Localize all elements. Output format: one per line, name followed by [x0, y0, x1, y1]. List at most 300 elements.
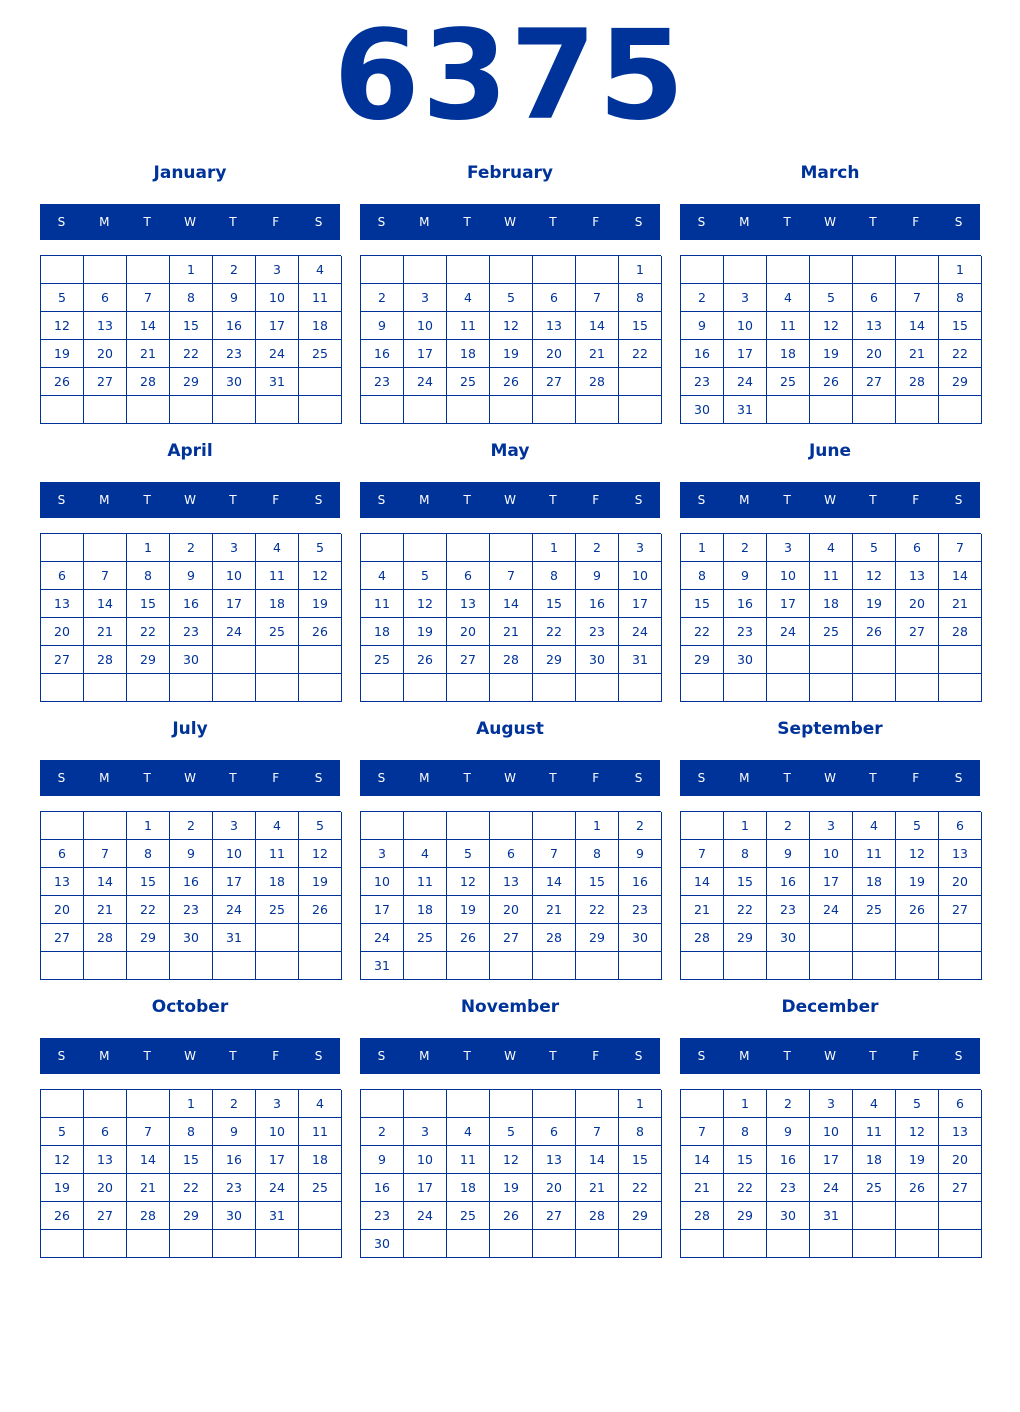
weekday-label: M — [419, 215, 430, 229]
day-cell: 24 — [767, 618, 810, 646]
weekday-label: T — [869, 1049, 877, 1063]
empty-cell — [767, 1230, 810, 1258]
day-cell: 6 — [84, 1118, 127, 1146]
empty-cell — [404, 674, 447, 702]
empty-cell — [256, 396, 299, 424]
day-cell: 12 — [447, 868, 490, 896]
day-cell: 14 — [84, 868, 127, 896]
weekday-label: F — [272, 1049, 280, 1063]
weekday-label: F — [592, 771, 600, 785]
day-cell: 14 — [533, 868, 576, 896]
empty-cell — [299, 924, 342, 952]
day-cell: 28 — [681, 924, 724, 952]
weekday-header — [680, 204, 980, 240]
day-cell: 23 — [619, 896, 662, 924]
weekday-label: M — [739, 493, 750, 507]
day-cell: 3 — [256, 1090, 299, 1118]
empty-cell — [404, 256, 447, 284]
day-cell: 1 — [724, 1090, 767, 1118]
day-cell: 14 — [939, 562, 982, 590]
weekday-label: T — [143, 1049, 151, 1063]
weekday-label: T — [143, 215, 151, 229]
empty-cell — [127, 256, 170, 284]
day-cell: 23 — [213, 1174, 256, 1202]
weekday-label: M — [99, 493, 110, 507]
day-cell: 7 — [84, 562, 127, 590]
day-cell: 18 — [767, 340, 810, 368]
day-cell: 27 — [490, 924, 533, 952]
empty-cell — [533, 812, 576, 840]
empty-cell — [447, 1230, 490, 1258]
day-grid — [40, 811, 341, 980]
empty-cell — [619, 952, 662, 980]
day-cell: 27 — [533, 1202, 576, 1230]
day-cell: 23 — [170, 618, 213, 646]
empty-cell — [681, 952, 724, 980]
weekday-label: T — [549, 493, 557, 507]
day-cell: 8 — [533, 562, 576, 590]
day-cell: 4 — [256, 812, 299, 840]
day-cell: 26 — [299, 618, 342, 646]
day-cell: 24 — [619, 618, 662, 646]
day-cell: 26 — [404, 646, 447, 674]
day-grid — [40, 533, 341, 702]
day-cell: 19 — [896, 1146, 939, 1174]
empty-cell — [41, 812, 84, 840]
weekday-label: W — [184, 493, 196, 507]
weekday-label: S — [314, 215, 323, 229]
day-cell: 12 — [896, 840, 939, 868]
day-cell: 12 — [853, 562, 896, 590]
day-cell: 18 — [853, 1146, 896, 1174]
day-cell: 2 — [213, 1090, 256, 1118]
empty-cell — [681, 1230, 724, 1258]
day-cell: 4 — [853, 812, 896, 840]
day-cell: 8 — [619, 284, 662, 312]
empty-cell — [853, 256, 896, 284]
day-cell: 11 — [810, 562, 853, 590]
day-cell: 25 — [361, 646, 404, 674]
day-cell: 14 — [681, 868, 724, 896]
weekday-label: S — [697, 215, 706, 229]
day-cell: 7 — [681, 1118, 724, 1146]
empty-cell — [84, 674, 127, 702]
day-cell: 11 — [256, 840, 299, 868]
day-cell: 27 — [84, 1202, 127, 1230]
empty-cell — [127, 1230, 170, 1258]
day-cell: 27 — [853, 368, 896, 396]
day-cell: 30 — [170, 646, 213, 674]
day-cell: 10 — [256, 1118, 299, 1146]
day-cell: 17 — [619, 590, 662, 618]
day-cell: 30 — [681, 396, 724, 424]
weekday-label: T — [229, 771, 237, 785]
empty-cell — [127, 1090, 170, 1118]
day-cell: 16 — [681, 340, 724, 368]
empty-cell — [896, 924, 939, 952]
day-cell: 5 — [41, 1118, 84, 1146]
weekday-label: W — [504, 493, 516, 507]
empty-cell — [853, 952, 896, 980]
day-cell: 10 — [810, 840, 853, 868]
empty-cell — [896, 1230, 939, 1258]
day-cell: 14 — [896, 312, 939, 340]
day-cell: 8 — [939, 284, 982, 312]
empty-cell — [84, 396, 127, 424]
day-cell: 29 — [170, 1202, 213, 1230]
empty-cell — [576, 952, 619, 980]
weekday-label: T — [869, 215, 877, 229]
empty-cell — [853, 674, 896, 702]
day-cell: 22 — [533, 618, 576, 646]
day-cell: 1 — [533, 534, 576, 562]
day-cell: 8 — [576, 840, 619, 868]
empty-cell — [490, 534, 533, 562]
empty-cell — [41, 396, 84, 424]
empty-cell — [490, 812, 533, 840]
day-cell: 3 — [404, 284, 447, 312]
month-name: April — [167, 441, 213, 461]
empty-cell — [939, 924, 982, 952]
day-cell: 5 — [896, 812, 939, 840]
day-cell: 24 — [810, 1174, 853, 1202]
weekday-label: T — [229, 215, 237, 229]
day-cell: 25 — [447, 368, 490, 396]
empty-cell — [939, 952, 982, 980]
day-cell: 16 — [213, 312, 256, 340]
empty-cell — [404, 1230, 447, 1258]
weekday-label: M — [739, 771, 750, 785]
day-cell: 5 — [299, 812, 342, 840]
empty-cell — [576, 1230, 619, 1258]
day-cell: 5 — [490, 284, 533, 312]
day-cell: 16 — [170, 868, 213, 896]
day-cell: 18 — [447, 340, 490, 368]
day-cell: 7 — [127, 284, 170, 312]
day-cell: 15 — [724, 1146, 767, 1174]
day-cell: 19 — [490, 340, 533, 368]
empty-cell — [939, 396, 982, 424]
empty-cell — [213, 646, 256, 674]
day-cell: 21 — [576, 1174, 619, 1202]
day-cell: 21 — [533, 896, 576, 924]
day-cell: 30 — [361, 1230, 404, 1258]
day-grid — [40, 255, 341, 424]
day-cell: 22 — [170, 340, 213, 368]
day-cell: 20 — [939, 868, 982, 896]
day-cell: 19 — [299, 590, 342, 618]
day-cell: 4 — [767, 284, 810, 312]
day-cell: 13 — [533, 1146, 576, 1174]
day-cell: 17 — [810, 1146, 853, 1174]
day-cell: 8 — [724, 840, 767, 868]
weekday-label: S — [634, 215, 643, 229]
day-cell: 13 — [939, 1118, 982, 1146]
day-cell: 2 — [213, 256, 256, 284]
empty-cell — [84, 1230, 127, 1258]
day-cell: 29 — [170, 368, 213, 396]
weekday-label: S — [57, 1049, 66, 1063]
empty-cell — [127, 674, 170, 702]
day-cell: 31 — [619, 646, 662, 674]
day-cell: 8 — [170, 1118, 213, 1146]
day-grid — [680, 533, 981, 702]
day-cell: 21 — [127, 1174, 170, 1202]
day-cell: 7 — [576, 284, 619, 312]
day-cell: 17 — [810, 868, 853, 896]
day-cell: 18 — [299, 1146, 342, 1174]
empty-cell — [681, 674, 724, 702]
day-cell: 22 — [724, 896, 767, 924]
day-cell: 3 — [213, 812, 256, 840]
day-cell: 22 — [724, 1174, 767, 1202]
day-cell: 5 — [447, 840, 490, 868]
day-cell: 4 — [299, 1090, 342, 1118]
day-cell: 7 — [490, 562, 533, 590]
empty-cell — [681, 1090, 724, 1118]
day-cell: 26 — [490, 368, 533, 396]
day-cell: 15 — [576, 868, 619, 896]
day-cell: 9 — [213, 284, 256, 312]
day-cell: 29 — [681, 646, 724, 674]
day-cell: 25 — [767, 368, 810, 396]
day-cell: 21 — [576, 340, 619, 368]
empty-cell — [41, 1090, 84, 1118]
day-cell: 24 — [256, 1174, 299, 1202]
empty-cell — [681, 812, 724, 840]
day-cell: 29 — [127, 924, 170, 952]
day-cell: 20 — [533, 340, 576, 368]
day-cell: 9 — [361, 312, 404, 340]
day-cell: 28 — [533, 924, 576, 952]
day-cell: 20 — [447, 618, 490, 646]
day-cell: 17 — [213, 590, 256, 618]
day-cell: 11 — [853, 840, 896, 868]
weekday-label: S — [954, 1049, 963, 1063]
day-cell: 20 — [490, 896, 533, 924]
day-cell: 14 — [576, 1146, 619, 1174]
empty-cell — [404, 534, 447, 562]
day-cell: 8 — [724, 1118, 767, 1146]
day-cell: 19 — [853, 590, 896, 618]
day-cell: 18 — [404, 896, 447, 924]
day-cell: 20 — [939, 1146, 982, 1174]
day-cell: 8 — [170, 284, 213, 312]
day-cell: 25 — [853, 1174, 896, 1202]
weekday-label: S — [377, 493, 386, 507]
day-cell: 2 — [170, 534, 213, 562]
weekday-header — [360, 204, 660, 240]
empty-cell — [447, 534, 490, 562]
day-cell: 9 — [767, 840, 810, 868]
weekday-label: T — [549, 1049, 557, 1063]
empty-cell — [299, 1230, 342, 1258]
day-cell: 25 — [256, 618, 299, 646]
empty-cell — [84, 812, 127, 840]
day-cell: 24 — [213, 618, 256, 646]
weekday-label: S — [57, 771, 66, 785]
weekday-label: F — [272, 493, 280, 507]
day-cell: 8 — [619, 1118, 662, 1146]
weekday-label: S — [314, 771, 323, 785]
empty-cell — [84, 952, 127, 980]
day-cell: 16 — [213, 1146, 256, 1174]
day-cell: 20 — [84, 340, 127, 368]
day-cell: 28 — [939, 618, 982, 646]
day-cell: 9 — [170, 562, 213, 590]
day-cell: 27 — [447, 646, 490, 674]
day-cell: 10 — [619, 562, 662, 590]
empty-cell — [896, 674, 939, 702]
weekday-label: S — [697, 771, 706, 785]
day-cell: 15 — [170, 1146, 213, 1174]
day-cell: 1 — [939, 256, 982, 284]
day-grid — [360, 1089, 661, 1258]
day-cell: 12 — [299, 840, 342, 868]
empty-cell — [404, 396, 447, 424]
day-cell: 30 — [767, 1202, 810, 1230]
day-cell: 18 — [853, 868, 896, 896]
empty-cell — [724, 256, 767, 284]
weekday-header — [360, 760, 660, 796]
empty-cell — [490, 1090, 533, 1118]
day-cell: 5 — [404, 562, 447, 590]
day-cell: 10 — [404, 1146, 447, 1174]
day-cell: 11 — [404, 868, 447, 896]
day-cell: 14 — [681, 1146, 724, 1174]
weekday-label: M — [739, 215, 750, 229]
day-cell: 16 — [361, 340, 404, 368]
day-cell: 12 — [41, 1146, 84, 1174]
day-cell: 31 — [724, 396, 767, 424]
weekday-label: T — [463, 493, 471, 507]
day-cell: 27 — [533, 368, 576, 396]
month-name: August — [476, 719, 544, 739]
day-cell: 31 — [810, 1202, 853, 1230]
weekday-label: W — [504, 1049, 516, 1063]
empty-cell — [896, 952, 939, 980]
month-name: July — [172, 719, 208, 739]
empty-cell — [533, 396, 576, 424]
empty-cell — [299, 674, 342, 702]
day-cell: 4 — [299, 256, 342, 284]
day-cell: 24 — [361, 924, 404, 952]
day-cell: 22 — [576, 896, 619, 924]
weekday-label: S — [377, 1049, 386, 1063]
empty-cell — [84, 534, 127, 562]
weekday-label: W — [824, 771, 836, 785]
day-cell: 1 — [127, 534, 170, 562]
empty-cell — [256, 674, 299, 702]
weekday-header — [360, 482, 660, 518]
empty-cell — [619, 396, 662, 424]
empty-cell — [533, 256, 576, 284]
day-cell: 10 — [810, 1118, 853, 1146]
day-cell: 21 — [127, 340, 170, 368]
day-cell: 11 — [299, 284, 342, 312]
day-cell: 30 — [213, 1202, 256, 1230]
day-cell: 6 — [533, 284, 576, 312]
empty-cell — [447, 1090, 490, 1118]
day-cell: 26 — [810, 368, 853, 396]
day-cell: 10 — [213, 562, 256, 590]
day-cell: 5 — [41, 284, 84, 312]
day-cell: 28 — [576, 1202, 619, 1230]
day-cell: 20 — [853, 340, 896, 368]
weekday-label: M — [739, 1049, 750, 1063]
day-cell: 11 — [361, 590, 404, 618]
day-cell: 24 — [404, 1202, 447, 1230]
day-cell: 5 — [810, 284, 853, 312]
day-cell: 1 — [619, 1090, 662, 1118]
day-cell: 8 — [681, 562, 724, 590]
day-cell: 30 — [619, 924, 662, 952]
day-cell: 27 — [896, 618, 939, 646]
weekday-header — [40, 760, 340, 796]
weekday-label: S — [954, 771, 963, 785]
day-cell: 30 — [724, 646, 767, 674]
weekday-label: F — [912, 493, 920, 507]
day-cell: 30 — [170, 924, 213, 952]
day-cell: 23 — [576, 618, 619, 646]
day-cell: 27 — [84, 368, 127, 396]
day-cell: 13 — [939, 840, 982, 868]
month-name: March — [800, 163, 860, 183]
weekday-label: T — [783, 771, 791, 785]
weekday-label: W — [184, 771, 196, 785]
empty-cell — [533, 1230, 576, 1258]
day-cell: 26 — [896, 1174, 939, 1202]
day-cell: 1 — [127, 812, 170, 840]
day-cell: 13 — [41, 590, 84, 618]
day-cell: 28 — [576, 368, 619, 396]
day-cell: 29 — [724, 1202, 767, 1230]
weekday-label: W — [824, 1049, 836, 1063]
empty-cell — [299, 368, 342, 396]
day-cell: 24 — [724, 368, 767, 396]
day-cell: 12 — [810, 312, 853, 340]
day-cell: 9 — [767, 1118, 810, 1146]
weekday-label: S — [954, 493, 963, 507]
day-cell: 9 — [681, 312, 724, 340]
empty-cell — [896, 396, 939, 424]
weekday-label: S — [697, 1049, 706, 1063]
day-cell: 6 — [896, 534, 939, 562]
empty-cell — [810, 1230, 853, 1258]
weekday-label: W — [184, 215, 196, 229]
day-cell: 13 — [853, 312, 896, 340]
weekday-label: F — [272, 771, 280, 785]
day-cell: 13 — [896, 562, 939, 590]
day-cell: 20 — [896, 590, 939, 618]
weekday-label: T — [143, 771, 151, 785]
day-cell: 9 — [576, 562, 619, 590]
day-cell: 7 — [84, 840, 127, 868]
day-cell: 20 — [84, 1174, 127, 1202]
day-cell: 4 — [361, 562, 404, 590]
weekday-label: W — [824, 215, 836, 229]
day-cell: 6 — [490, 840, 533, 868]
day-cell: 17 — [767, 590, 810, 618]
day-cell: 19 — [810, 340, 853, 368]
day-cell: 19 — [41, 1174, 84, 1202]
day-cell: 14 — [127, 312, 170, 340]
day-cell: 12 — [41, 312, 84, 340]
empty-cell — [939, 1202, 982, 1230]
day-cell: 26 — [896, 896, 939, 924]
empty-cell — [939, 646, 982, 674]
empty-cell — [447, 256, 490, 284]
